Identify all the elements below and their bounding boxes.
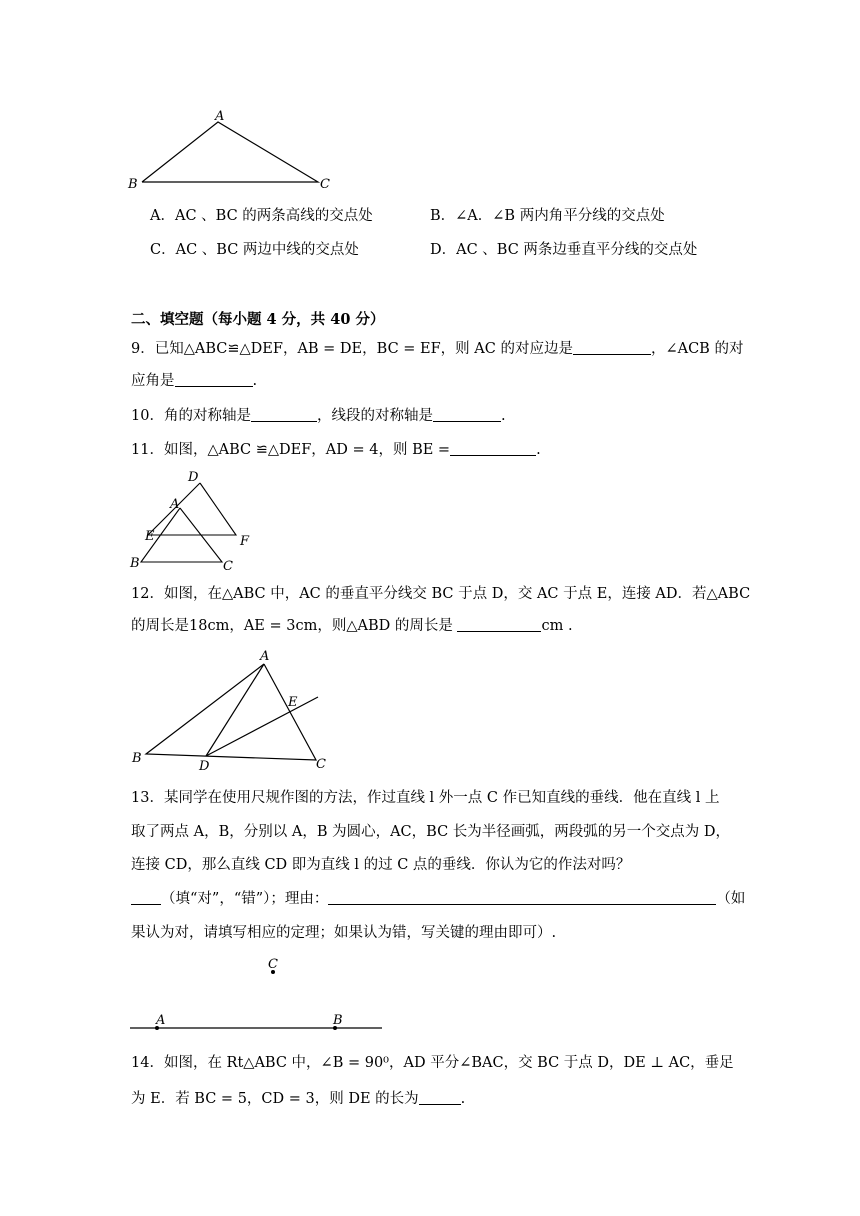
section-title: 二、填空题（每小题 4 分，共 40 分） xyxy=(131,311,385,328)
label-F: F xyxy=(240,534,250,549)
label-E: E xyxy=(288,695,298,710)
label-B: B xyxy=(333,1013,343,1028)
question-13-line-2: 取了两点 A，B，分别以 A，B 为圆心，AC，BC 长为半径画弧，两段弧的另一个交点为 D， xyxy=(131,824,731,840)
q10-text-c: . xyxy=(500,408,506,424)
q9-text-d: . xyxy=(252,373,258,389)
label-E: E xyxy=(145,529,155,544)
q13-text-b: （如 xyxy=(716,891,746,907)
label-C: C xyxy=(320,177,330,192)
answer-blank[interactable] xyxy=(419,1090,461,1105)
question-12-line-1: 12．如图，在△ABC 中，AC 的垂直平分线交 BC 于点 D，交 AC 于点 E，连接 AD．若△ABC xyxy=(131,586,751,602)
q14-text-b: . xyxy=(460,1091,466,1107)
label-A: A xyxy=(170,497,180,512)
q10-text-b: ，线段的对称轴是 xyxy=(316,408,433,424)
option-c: C．AC 、BC 两边中线的交点处 xyxy=(150,242,359,258)
q10-text-a: 10．角的对称轴是 xyxy=(131,408,251,424)
question-13-line-1: 13．某同学在使用尺规作图的方法，作过直线 l 外一点 C 作已知直线的垂线．他在直线 l 上 xyxy=(131,790,720,806)
question-14-line-2 xyxy=(131,1089,465,1109)
q11-text-b: . xyxy=(536,442,541,458)
label-D: D xyxy=(188,470,199,485)
q14-text-a: 为 E．若 BC = 5，CD = 3，则 DE 的长为 xyxy=(131,1091,419,1107)
label-A: A xyxy=(156,1013,166,1028)
label-A: A xyxy=(260,649,270,664)
label-C: C xyxy=(268,957,278,972)
option-a: A．AC 、BC 的两条高线的交点处 xyxy=(150,208,373,224)
label-B: B xyxy=(130,556,140,571)
q13-text-a: （填“对”，“错”）；理由： xyxy=(161,891,329,907)
label-A: A xyxy=(215,109,225,124)
option-b: B．∠A．∠B 两内角平分线的交点处 xyxy=(430,208,665,224)
q9-text-a: 9．已知△ABC≌△DEF，AB = DE，BC = EF，则 AC 的对应边是 xyxy=(131,341,573,357)
label-B: B xyxy=(128,177,138,192)
question-13-line-3: 连接 CD，那么直线 CD 即为直线 l 的过 C 点的垂线．你认为它的作法对吗？ xyxy=(131,857,631,873)
q9-text-b: ，∠ACB 的对 xyxy=(650,341,744,357)
label-D: D xyxy=(199,759,210,774)
q11-text-a: 11．如图，△ABC ≌△DEF，AD = 4，则 BE = xyxy=(131,442,451,458)
q9-text-c: 应角是 xyxy=(131,373,175,389)
label-C: C xyxy=(316,757,326,772)
question-14-line-1: 14．如图，在 Rt△ABC 中，∠B = 90⁰，AD 平分∠BAC，交 BC 于点 D，DE ⊥ AC，垂足 xyxy=(131,1055,734,1071)
q12-text-b: cm . xyxy=(541,618,573,634)
label-C: C xyxy=(223,559,233,574)
q12-text-a: 的周长是18cm，AE = 3cm，则△ABD 的周长是 xyxy=(131,618,453,634)
option-d: D．AC 、BC 两条边垂直平分线的交点处 xyxy=(430,242,698,258)
label-B: B xyxy=(132,751,142,766)
question-13-line-5: 果认为对，请填写相应的定理；如果认为错，写关键的理由即可）. xyxy=(131,925,557,941)
